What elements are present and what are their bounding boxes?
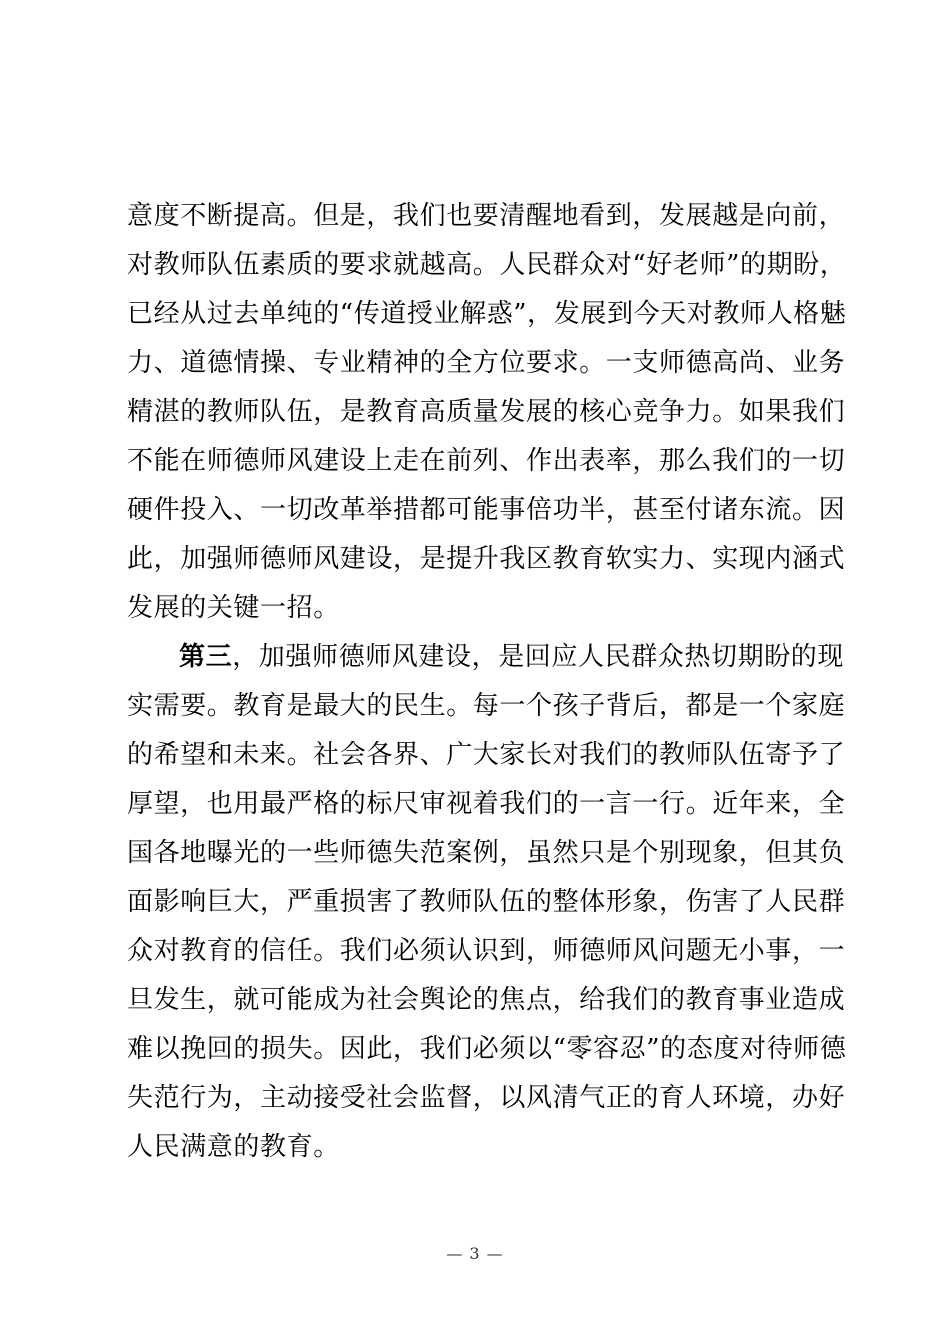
body-text	[127, 192, 847, 1172]
text-line: 对教师队伍素质的要求就越高。人民群众对“好老师”的期盼，	[127, 250, 847, 280]
text-line: 精湛的教师队伍，是教育高质量发展的核心竞争力。如果我们	[127, 397, 846, 427]
text-line: 意度不断提高。但是，我们也要清醒地看到，发展越是向前，	[127, 201, 846, 231]
paragraph-lead-bold: 第三	[179, 642, 233, 672]
text-line: 难以挽回的损失。因此，我们必须以“零容忍”的态度对待师德	[127, 1034, 847, 1064]
text-line: 面影响巨大，严重损害了教师队伍的整体形象，伤害了人民群	[127, 887, 846, 917]
text-line: 此，加强师德师风建设，是提升我区教育软实力、实现内涵式	[127, 544, 846, 574]
text-line: 国各地曝光的一些师德失范案例，虽然只是个别现象，但其负	[127, 838, 846, 868]
paragraph-third-first-line	[127, 633, 845, 682]
text-line: 失范行为，主动接受社会监督，以风清气正的育人环境，办好	[127, 1083, 846, 1113]
page-number: — 3 —	[446, 1244, 504, 1263]
text-line: 人民满意的教育。	[127, 1132, 340, 1162]
text-line: 不能在师德师风建设上走在前列、作出表率，那么我们的一切	[127, 446, 846, 476]
text-line: 的希望和未来。社会各界、广大家长对我们的教师队伍寄予了	[127, 740, 846, 770]
text-line: 力、道德情操、专业精神的全方位要求。一支师德高尚、业务	[127, 348, 846, 378]
paragraph-first-line-rest: ，加强师德师风建设，是回应人民群众热切期盼的现	[232, 642, 845, 672]
text-line: 发展的关键一招。	[127, 593, 340, 623]
text-line: 旦发生，就可能成为社会舆论的焦点，给我们的教育事业造成	[127, 985, 846, 1015]
text-line: 众对教育的信任。我们必须认识到，师德师风问题无小事，一	[127, 936, 846, 966]
text-line: 实需要。教育是最大的民生。每一个孩子背后，都是一个家庭	[127, 691, 846, 721]
text-line: 已经从过去单纯的“传道授业解惑”，发展到今天对教师人格魅	[127, 299, 847, 329]
text-line: 硬件投入、一切改革举措都可能事倍功半，甚至付诸东流。因	[127, 495, 846, 525]
text-line: 厚望，也用最严格的标尺审视着我们的一言一行。近年来，全	[127, 789, 846, 819]
